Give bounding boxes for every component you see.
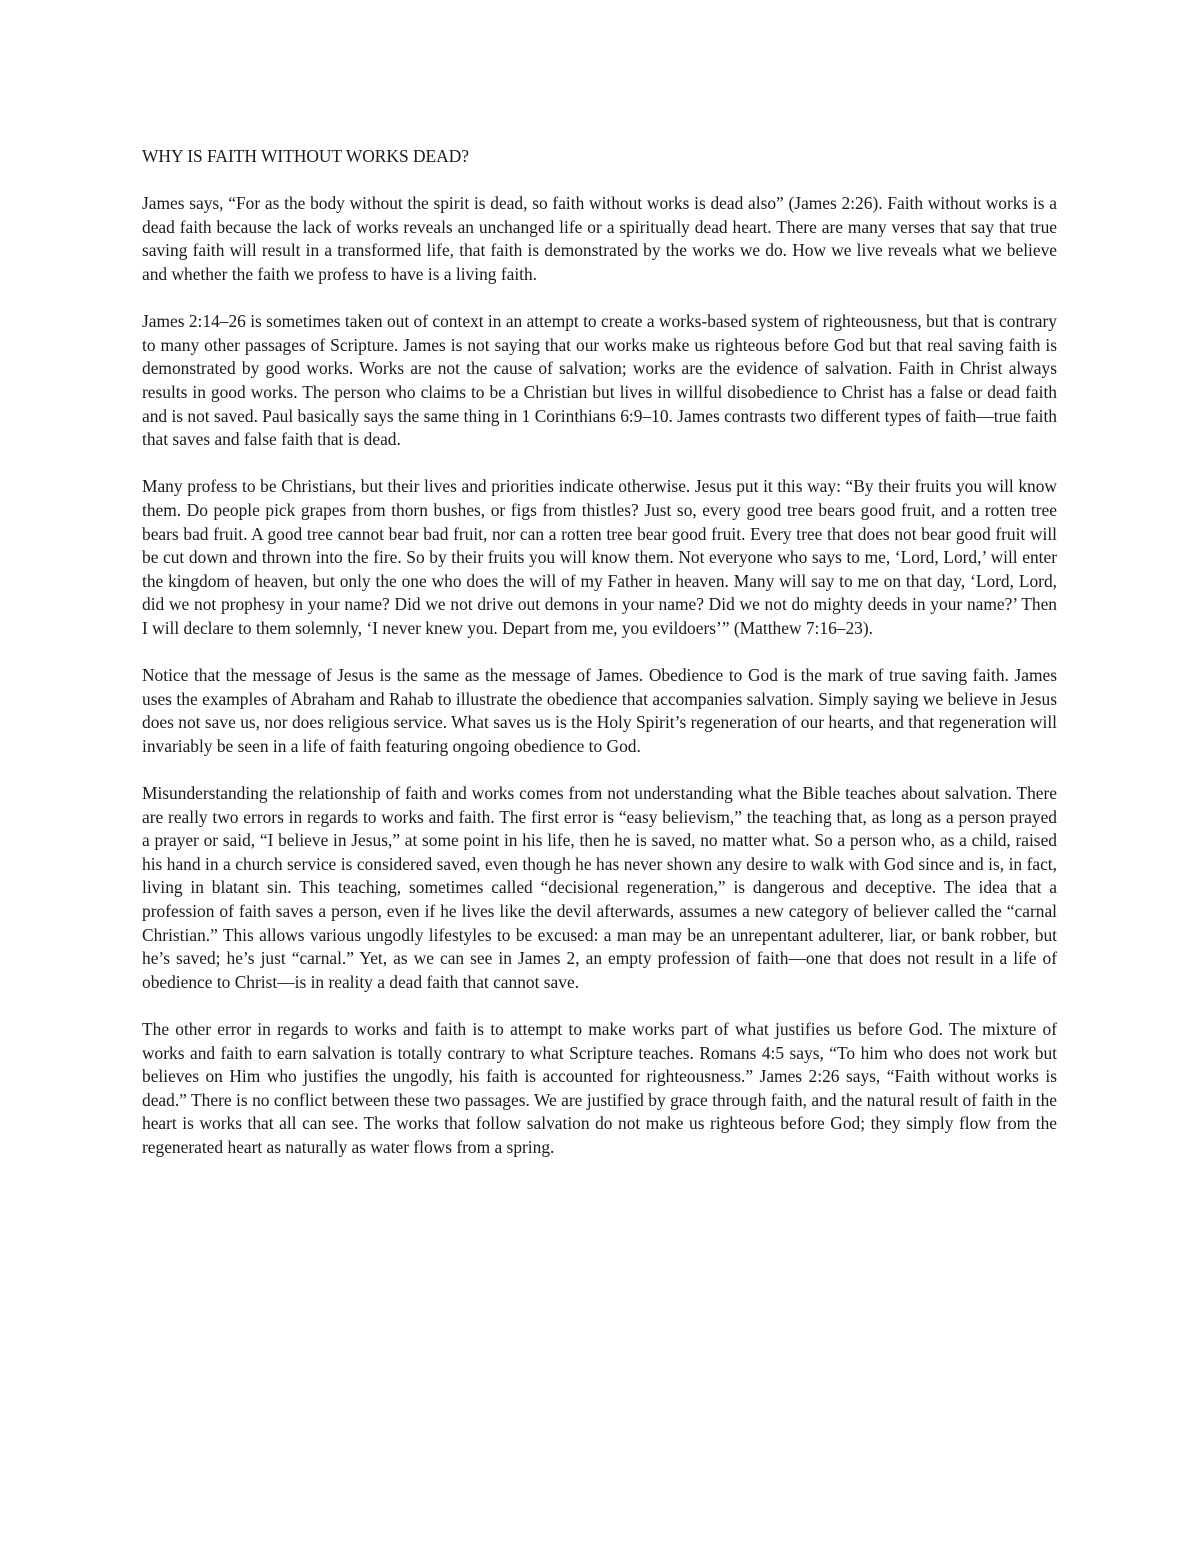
document-page — [142, 145, 1057, 1183]
paragraph-1: James says, “For as the body without the spirit is dead, so faith without works is dead also” (James 2:26). Faith without works is a dead faith because the lack of works reveals an unchanged life or a spiritually dead heart. There are many verses that say that true saving faith will result in a transformed life, that faith is demonstrated by the works we do. How we live reveals what we believe and whether the faith we profess to have is a living faith. — [142, 193, 1057, 284]
paragraph-4: Notice that the message of Jesus is the same as the message of James. Obedience to God is the mark of true saving faith. James uses the examples of Abraham and Rahab to illustrate the obedience that accompanies salvation. Simply saying we believe in Jesus does not save us, nor does religious service. What saves us is the Holy Spirit’s regeneration of our hearts, and that regeneration will invariably be seen in a life of faith featuring ongoing obedience to God. — [142, 665, 1057, 756]
paragraph-3: Many profess to be Christians, but their lives and priorities indicate otherwise. Jesus put it this way: “By their fruits you will know them. Do people pick grapes from thorn bushes, or figs from thistles? Just so, every good tree bears good fruit, and a rotten tree bears bad fruit. A good tree cannot bear bad fruit, nor can a rotten tree bear good fruit. Every tree that does not bear good fruit will be cut down and thrown into the fire. So by their fruits you will know them. Not everyone who says to me, ‘Lord, Lord,’ will enter the kingdom of heaven, but only the one who does the will of my Father in heaven. Many will say to me on that day, ‘Lord, Lord, did we not prophesy in your name? Did we not drive out demons in your name? Did we not do mighty deeds in your name?’ Then I will declare to them solemnly, ‘I never knew you. Depart from me, you evildoers’” (Matthew 7:16–23). — [142, 476, 1057, 638]
paragraph-5: Misunderstanding the relationship of faith and works comes from not understanding what the Bible teaches about salvation. There are really two errors in regards to works and faith. The first error is “easy believism,” the teaching that, as long as a person prayed a prayer or said, “I believe in Jesus,” at some point in his life, then he is saved, no matter what. So a person who, as a child, raised his hand in a church service is considered saved, even though he has never shown any desire to walk with God since and is, in fact, living in blatant sin. This teaching, sometimes called “decisional regeneration,” is dangerous and deceptive. The idea that a profession of faith saves a person, even if he lives like the devil afterwards, assumes a new category of believer called the “carnal Christian.” This allows various ungodly lifestyles to be excused: a man may be an unrepentant adulterer, liar, or bank robber, but he’s saved; he’s just “carnal.” Yet, as we can see in James 2, an empty profession of faith—one that does not result in a life of obedience to Christ—is in reality a dead faith that cannot save. — [142, 783, 1057, 992]
document-title: WHY IS FAITH WITHOUT WORKS DEAD? — [142, 146, 470, 166]
paragraph-6: The other error in regards to works and faith is to attempt to make works part of what justifies us before God. The mixture of works and faith to earn salvation is totally contrary to what Scripture teaches. Romans 4:5 says, “To him who does not work but believes on Him who justifies the ungodly, his faith is accounted for righteousness.” James 2:26 says, “Faith without works is dead.” There is no conflict between these two passages. We are justified by grace through faith, and the natural result of faith in the heart is works that all can see. The works that follow salvation do not make us righteous before God; they simply flow from the regenerated heart as naturally as water flows from a spring. — [142, 1018, 1057, 1157]
paragraph-2: James 2:14–26 is sometimes taken out of context in an attempt to create a works-based system of righteousness, but that is contrary to many other passages of Scripture. James is not saying that our works make us righteous before God but that real saving faith is demonstrated by good works. Works are not the cause of salvation; works are the evidence of salvation. Faith in Christ always results in good works. The person who claims to be a Christian but lives in willful disobedience to Christ has a false or dead faith and is not saved. Paul basically says the same thing in 1 Corinthians 6:9–10. James contrasts two different types of faith—true faith that saves and false faith that is dead. — [142, 311, 1057, 450]
